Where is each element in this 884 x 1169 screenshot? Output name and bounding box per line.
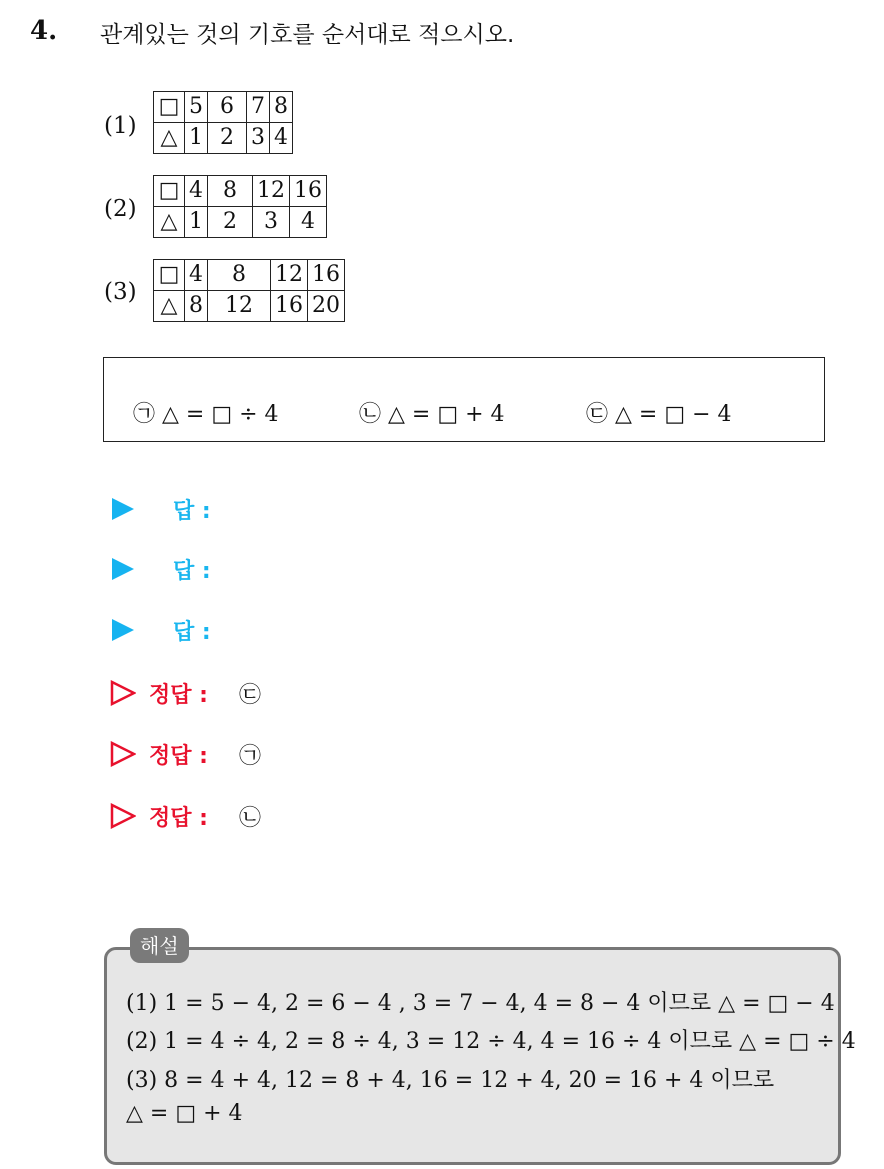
choice-c — [586, 397, 732, 428]
table-cell: 8 — [208, 260, 271, 291]
table-cell: 4 — [270, 123, 293, 154]
answer-arrow-icon — [112, 558, 134, 580]
square-symbol: □ — [154, 176, 185, 207]
solution-line-2: (2) 1 = 4 ÷ 4, 2 = 8 ÷ 4, 3 = 12 ÷ 4, 4 = 16 ÷ 4 이므로 △ = □ ÷ 4 — [126, 1029, 856, 1054]
table-cell: 5 — [185, 92, 208, 123]
correct-value-1: ㉢ — [239, 683, 262, 708]
table-cell: 16 — [271, 291, 308, 322]
triangle-symbol: △ — [154, 123, 185, 154]
choice-b-expr: △ = □ + 4 — [388, 402, 505, 427]
table-cell: 20 — [308, 291, 345, 322]
table-cell: 2 — [208, 123, 247, 154]
table-row — [154, 260, 345, 291]
correct-label-2: 정답 : — [149, 744, 208, 769]
table-cell: 4 — [185, 176, 208, 207]
table-cell: 8 — [185, 291, 208, 322]
table-row — [154, 176, 327, 207]
question-text: 관계있는 것의 기호를 순서대로 적으시오. — [100, 22, 515, 48]
table-cell: 8 — [208, 176, 253, 207]
correct-value-2: ㉠ — [239, 744, 262, 769]
answer-label-3: 답 : — [173, 620, 211, 645]
table-cell: 12 — [271, 260, 308, 291]
correct-triangle-icon — [110, 803, 136, 829]
problem-2-label: (2) — [104, 196, 137, 222]
problem-1-table — [153, 91, 293, 154]
choice-a-expr: △ = □ ÷ 4 — [162, 402, 279, 427]
table-cell: 4 — [185, 260, 208, 291]
table-cell: 2 — [208, 207, 253, 238]
triangle-symbol: △ — [154, 207, 185, 238]
answer-arrow-icon — [112, 619, 134, 641]
table-cell: 1 — [185, 207, 208, 238]
correct-triangle-icon — [110, 741, 136, 767]
correct-label-1: 정답 : — [149, 683, 208, 708]
table-cell: 12 — [208, 291, 271, 322]
choice-a-mark: ㉠ — [133, 402, 156, 427]
choice-b — [359, 397, 505, 428]
square-symbol: □ — [154, 92, 185, 123]
triangle-symbol: △ — [154, 291, 185, 322]
table-cell: 12 — [253, 176, 290, 207]
choice-a — [133, 397, 279, 428]
solution-line-3: (3) 8 = 4 + 4, 12 = 8 + 4, 16 = 12 + 4, 20 = 16 + 4 이므로 — [126, 1068, 775, 1093]
table-row — [154, 123, 293, 154]
solution-tab: 해설 — [130, 928, 189, 963]
table-cell: 6 — [208, 92, 247, 123]
table-cell: 3 — [247, 123, 270, 154]
table-row — [154, 291, 345, 322]
table-cell: 1 — [185, 123, 208, 154]
answer-label-2: 답 : — [173, 559, 211, 584]
choice-c-mark: ㉢ — [586, 402, 609, 427]
table-cell: 3 — [253, 207, 290, 238]
problem-3-label: (3) — [104, 279, 137, 305]
table-cell: 16 — [290, 176, 327, 207]
problem-2-table — [153, 175, 327, 238]
problem-1-label: (1) — [104, 113, 137, 139]
correct-value-3: ㉡ — [239, 806, 262, 831]
square-symbol: □ — [154, 260, 185, 291]
correct-label-3: 정답 : — [149, 806, 208, 831]
choice-c-expr: △ = □ − 4 — [615, 402, 732, 427]
table-cell: 7 — [247, 92, 270, 123]
table-cell: 8 — [270, 92, 293, 123]
table-row — [154, 207, 327, 238]
choice-b-mark: ㉡ — [359, 402, 382, 427]
answer-label-1: 답 : — [173, 499, 211, 524]
table-cell: 4 — [290, 207, 327, 238]
correct-triangle-icon — [110, 680, 136, 706]
solution-line-4: △ = □ + 4 — [126, 1101, 243, 1126]
solution-box — [104, 947, 841, 1165]
solution-line-1: (1) 1 = 5 − 4, 2 = 6 − 4 , 3 = 7 − 4, 4 = 8 − 4 이므로 △ = □ − 4 — [126, 991, 835, 1016]
question-number: 4. — [30, 16, 58, 46]
table-cell: 16 — [308, 260, 345, 291]
problem-3-table — [153, 259, 345, 322]
answer-arrow-icon — [112, 498, 134, 520]
table-row — [154, 92, 293, 123]
